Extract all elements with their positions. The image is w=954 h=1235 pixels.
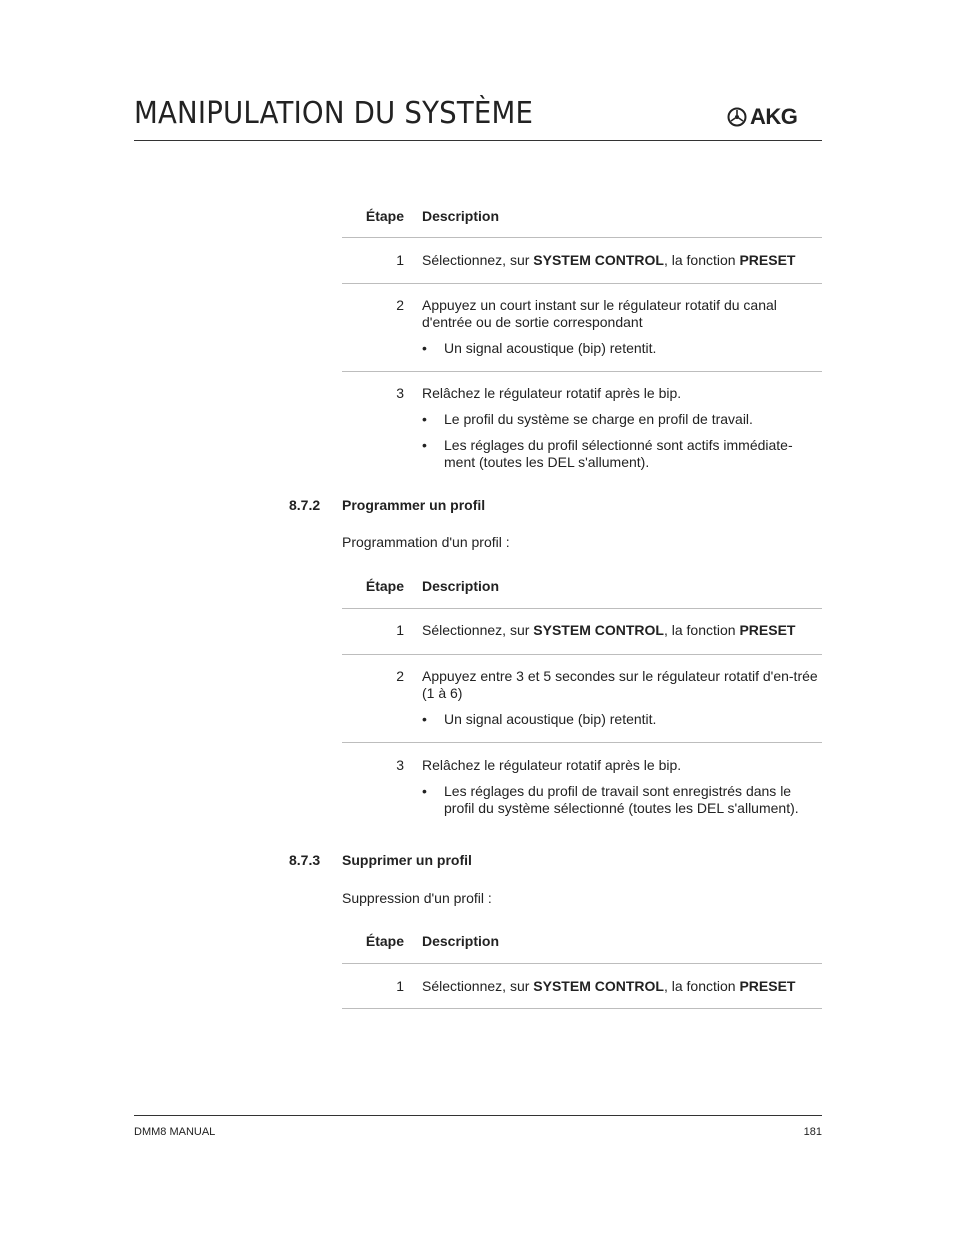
section-number: 8.7.3 <box>289 852 321 868</box>
step-description <box>422 978 822 1008</box>
bullet-item: • Le profil du système se charge en profil de travail. <box>422 411 753 427</box>
system-control-label: SYSTEM CONTROL <box>533 252 664 268</box>
preset-label: PRESET <box>739 622 796 638</box>
table-row <box>342 654 822 742</box>
step-description <box>422 622 822 654</box>
section-title: Programmer un profil <box>342 497 486 513</box>
col-step: Étape <box>365 933 404 949</box>
step-description <box>422 668 822 742</box>
table-row <box>342 742 822 832</box>
step-number: 1 <box>396 622 404 638</box>
step-text: Appuyez entre 3 et 5 secondes sur le régulateur rotatif d'en-trée (1 à 6) <box>422 668 818 701</box>
step-text: , la fonction <box>663 252 740 268</box>
system-control-label: SYSTEM CONTROL <box>533 622 664 638</box>
step-text: , la fonction <box>663 978 740 994</box>
steps-table-3 <box>342 925 822 1009</box>
step-number: 3 <box>396 757 404 773</box>
step-description <box>422 757 822 832</box>
bullet-item: • Un signal acoustique (bip) retentit. <box>422 711 657 727</box>
step-description <box>422 252 822 283</box>
step-description <box>422 385 822 487</box>
col-step: Étape <box>365 578 404 594</box>
footer-rule <box>134 1115 822 1116</box>
step-number: 1 <box>396 978 404 994</box>
logo-text: AKG <box>750 104 798 129</box>
akg-logo <box>727 106 797 128</box>
table-row <box>342 237 822 283</box>
table-header <box>342 925 822 963</box>
col-description: Description <box>422 208 500 224</box>
steps-table-2 <box>342 570 822 832</box>
table-row <box>342 283 822 371</box>
footer-manual-name: DMM8 MANUAL <box>134 1126 216 1138</box>
step-text: Appuyez un court instant sur le régulateur rotatif du canal d'entrée ou de sortie correspondant <box>422 297 777 330</box>
bullet-item: • Les réglages du profil sélectionné sont actifs immédiate-ment (toutes les DEL s'allument). <box>422 437 793 470</box>
section-number: 8.7.2 <box>289 497 321 513</box>
step-text: Sélectionnez, sur <box>422 978 534 994</box>
step-text: Sélectionnez, sur <box>422 622 534 638</box>
step-description <box>422 297 822 371</box>
header-rule <box>134 140 822 141</box>
page-title: MANIPULATION DU SYSTÈME <box>134 96 534 131</box>
preset-label: PRESET <box>739 978 796 994</box>
step-text: Relâchez le régulateur rotatif après le bip. <box>422 757 682 773</box>
bullet-item: • Un signal acoustique (bip) retentit. <box>422 340 657 356</box>
table-row <box>342 963 822 1009</box>
section-intro: Programmation d'un profil : <box>342 534 510 550</box>
step-number: 3 <box>396 385 404 401</box>
col-description: Description <box>422 933 500 949</box>
step-text: , la fonction <box>663 622 740 638</box>
table-row <box>342 608 822 654</box>
preset-label: PRESET <box>739 252 796 268</box>
table-header <box>342 200 822 237</box>
section-intro: Suppression d'un profil : <box>342 890 492 906</box>
table-header <box>342 570 822 608</box>
step-number: 1 <box>396 252 404 268</box>
col-step: Étape <box>365 208 404 224</box>
system-control-label: SYSTEM CONTROL <box>533 978 664 994</box>
section-title: Supprimer un profil <box>342 852 472 868</box>
akg-emblem-icon <box>727 107 747 127</box>
step-number: 2 <box>396 668 404 684</box>
page-number: 181 <box>803 1126 822 1138</box>
table-row <box>342 371 822 487</box>
step-text: Relâchez le régulateur rotatif après le bip. <box>422 385 682 401</box>
step-number: 2 <box>396 297 404 313</box>
col-description: Description <box>422 578 500 594</box>
steps-table-1 <box>342 200 822 487</box>
step-text: Sélectionnez, sur <box>422 252 534 268</box>
bullet-item: • Les réglages du profil de travail sont enregistrés dans le profil du système sélectionné (toutes les DEL s'allument). <box>422 783 799 816</box>
